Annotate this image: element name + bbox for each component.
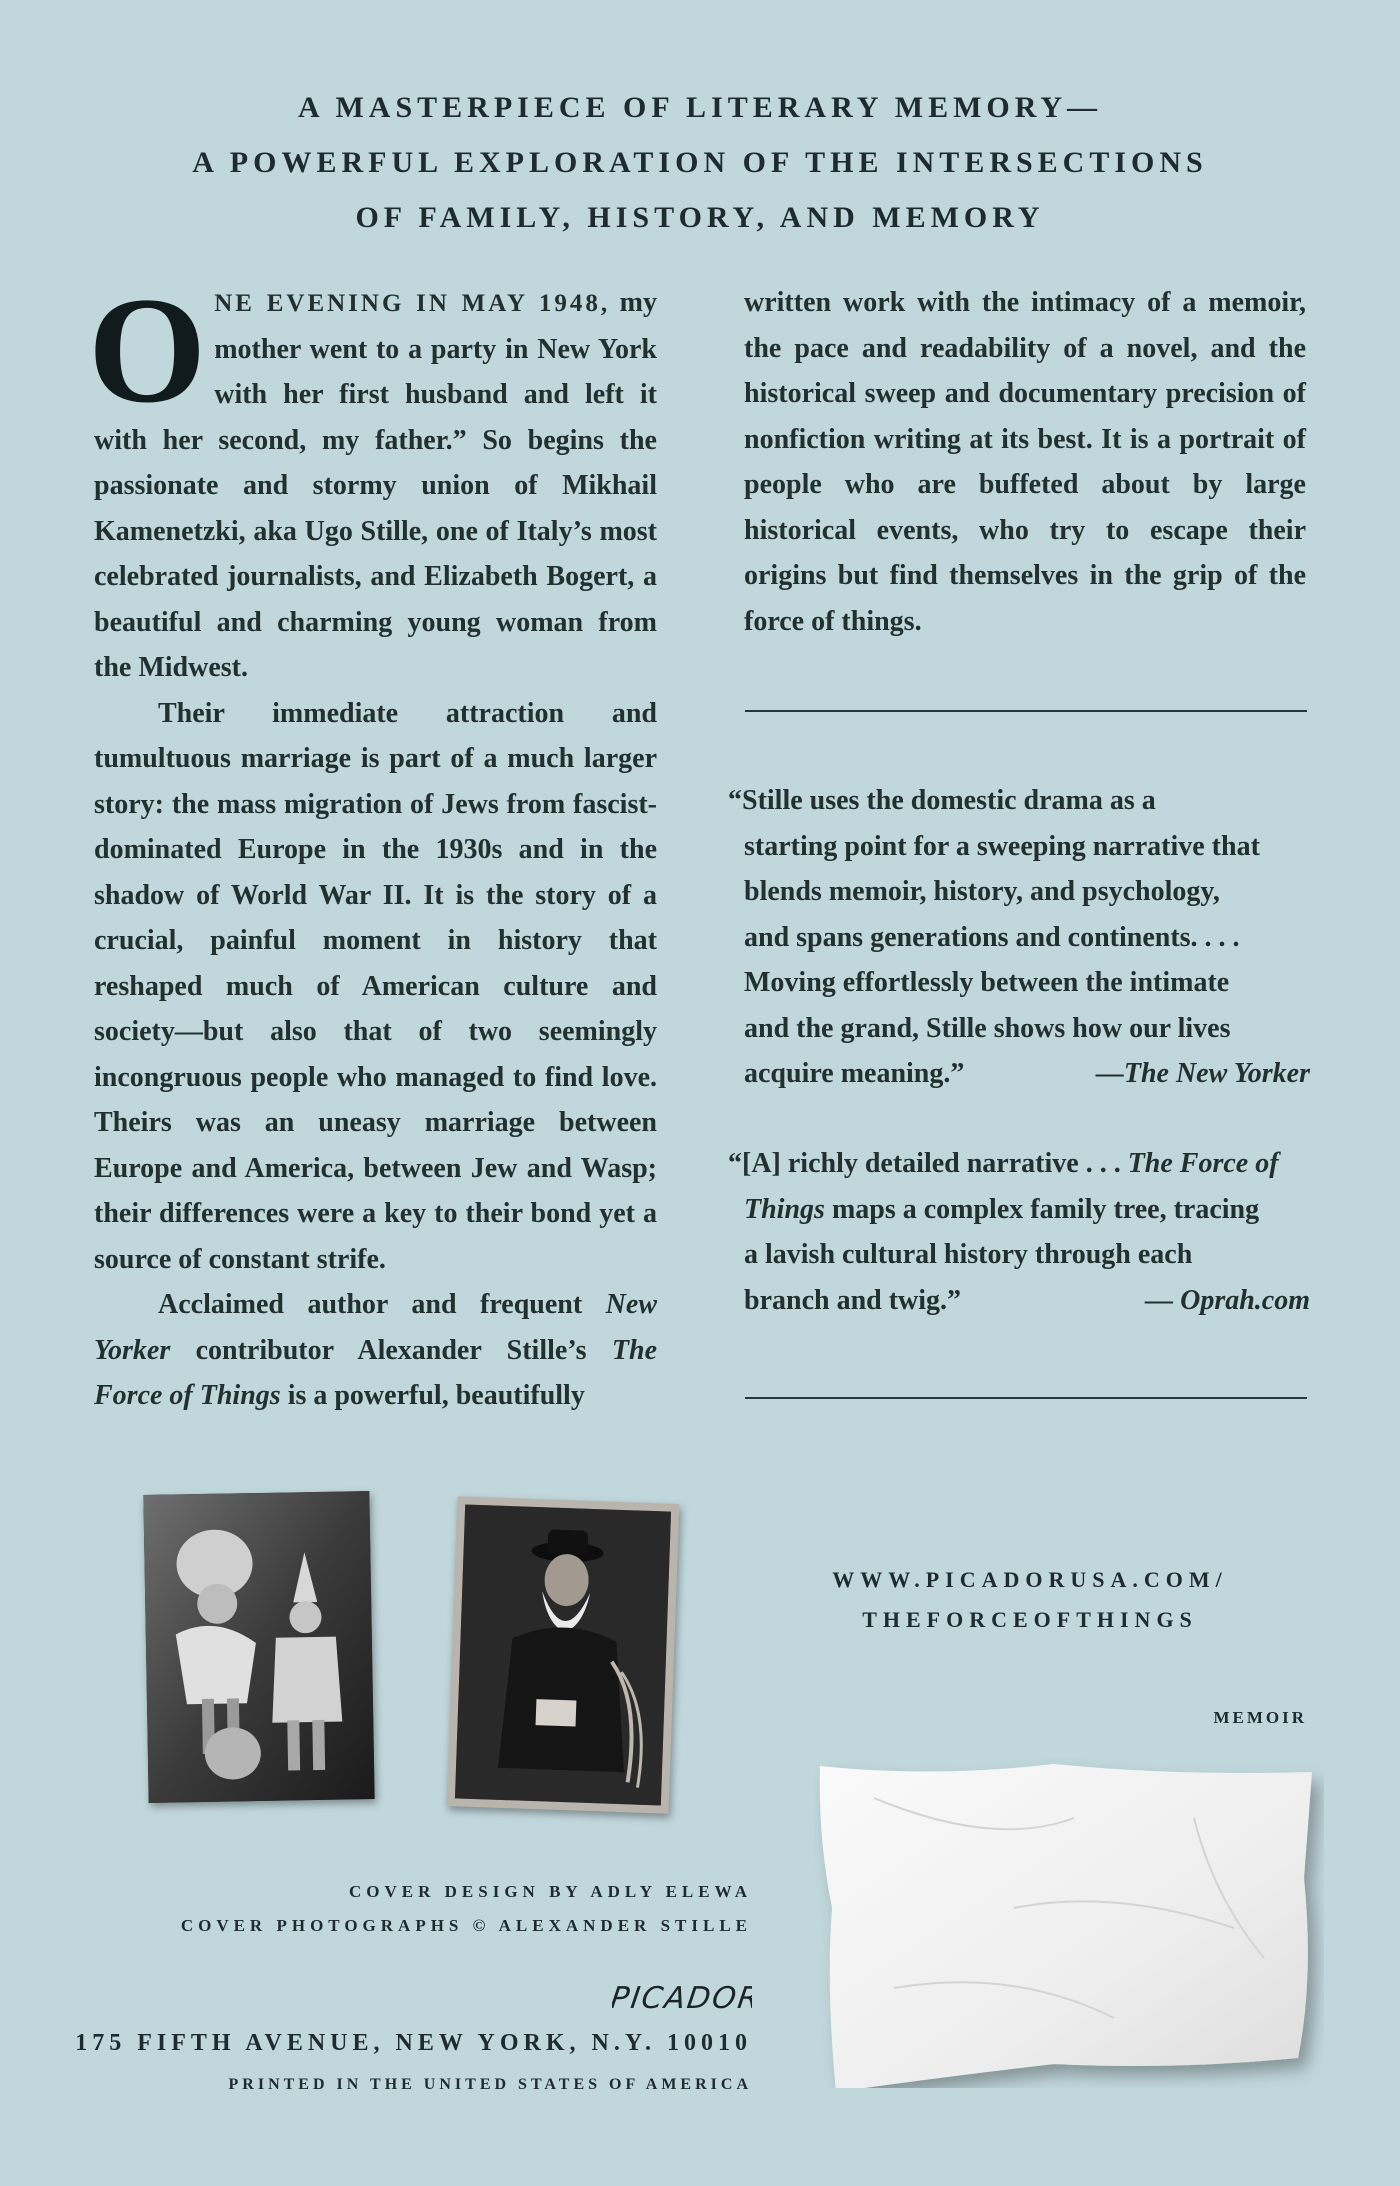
quote-1-attribution: —The New Yorker [1095, 1058, 1310, 1089]
body-paragraph-3-continued: written work with the intimacy of a memoir, the pace and readability of a novel, and the historical sweep and documentary precision of nonfiction writing at its best. It is a portrait of people who are buffeted about by large historical events, who try to escape their origins but find themselves in the grip of the force of things. [744, 287, 1306, 637]
genre-label: MEMOIR [1213, 1708, 1307, 1727]
cover-design-credit: COVER DESIGN BY ADLY ELEWA [348, 1882, 752, 1901]
quote-2-attribution: — Oprah.com [1145, 1284, 1310, 1316]
svg-text:PICADOR: PICADOR [612, 1981, 752, 2016]
printed-in-label: PRINTED IN THE UNITED STATES OF AMERICA [228, 2076, 752, 2093]
para3-text-a: Acclaimed author and frequent [158, 1289, 606, 1320]
photo-children-costumes [143, 1491, 374, 1803]
quote-1-line: “Stille uses the domestic drama as a [728, 785, 1156, 816]
quote-1-line: starting point for a sweeping narrative that [744, 830, 1260, 862]
photo-children-image [143, 1491, 374, 1803]
quote-2-last-line: branch and twig.” [744, 1284, 962, 1316]
quote-2-italic: The Force of [1127, 1148, 1279, 1179]
body-paragraph-1 [88, 266, 657, 691]
paragraph-1-text: my mother went to a party in New York with her first husband and left it with her second, my father.” So begins the passionate and stormy union of Mikhail Kamenetzki, aka Ugo Stille, one of Italy’s most celebrated journalists, and Elizabeth Bogert, a beautiful and charming young woman from the Midwest. [94, 287, 657, 683]
para3-italic-1: New Yorker [94, 1289, 657, 1366]
quote-2-line: a lavish cultural history through each [744, 1239, 1193, 1270]
review-quote-2 [728, 1141, 1310, 1323]
publisher-address: 175 FIFTH AVENUE, NEW YORK, N.Y. 10010 [75, 2030, 752, 2056]
quote-1-last-line: acquire meaning.” [744, 1058, 965, 1089]
headline-line-3: OF FAMILY, HISTORY, AND MEMORY [355, 201, 1045, 234]
publisher-url[interactable] [800, 1560, 1260, 1640]
opening-smallcaps: NE EVENING IN MAY 1948, [214, 290, 611, 317]
para3-italic-2: The Force of Things [94, 1334, 657, 1411]
photo-old-man-image [447, 1496, 680, 1814]
para3-text-c: is a powerful, beautifully [280, 1380, 585, 1411]
headline-line-1: A MASTERPIECE OF LITERARY MEMORY— [297, 91, 1103, 124]
body-paragraph-3 [94, 1282, 657, 1419]
picador-logo [612, 1976, 752, 2025]
quote-1-line: and the grand, Stille shows how our lives [744, 1012, 1231, 1044]
cover-photographs-credit: COVER PHOTOGRAPHS © ALEXANDER STILLE [180, 1916, 752, 1935]
crumpled-paper-sticker [814, 1758, 1324, 2088]
body-column-right [744, 280, 1306, 644]
para3-text-b: contributor Alexander Stille’s [170, 1334, 612, 1366]
quote-2-text: maps a complex family tree, tracing [824, 1193, 1260, 1225]
quote-1-line: blends memoir, history, and psychology, [744, 876, 1220, 907]
quote-1-line: and spans generations and continents. . . . [744, 921, 1240, 953]
dropcap: O [88, 266, 207, 434]
headline [90, 80, 1310, 245]
body-paragraph-2: Their immediate attraction and tumultuous marriage is part of a much larger story: the mass migration of Jews from fascist-dominated Europe in the 1930s and in the shadow of World War II. It is the story of a crucial, painful moment in history that reshaped much of American culture and society—but also that of two seemingly incongruous people who managed to find love. Theirs was an uneasy marriage between Europe and America, between Jew and Wasp; their differences were a key to their bond yet a source of constant strife. [94, 697, 657, 1275]
crumpled-paper-image [814, 1758, 1324, 2088]
review-quote-1 [728, 778, 1310, 1097]
picador-logo-icon [612, 1976, 752, 2016]
quote-1-line: Moving effortlessly between the intimate [744, 967, 1230, 998]
url-line-1: WWW.PICADORUSA.COM/ [832, 1567, 1228, 1592]
url-line-2: THEFORCEOFTHINGS [862, 1607, 1198, 1632]
photo-old-man [447, 1496, 680, 1814]
quote-2-text: “[A] richly detailed narrative . . . [728, 1148, 1128, 1179]
quote-2-italic: Things [744, 1193, 825, 1225]
headline-line-2: A POWERFUL EXPLORATION OF THE INTERSECTIONS [192, 146, 1208, 179]
divider-rule-bottom [745, 1397, 1307, 1399]
divider-rule-top [745, 710, 1307, 712]
body-column-left [88, 266, 657, 1419]
